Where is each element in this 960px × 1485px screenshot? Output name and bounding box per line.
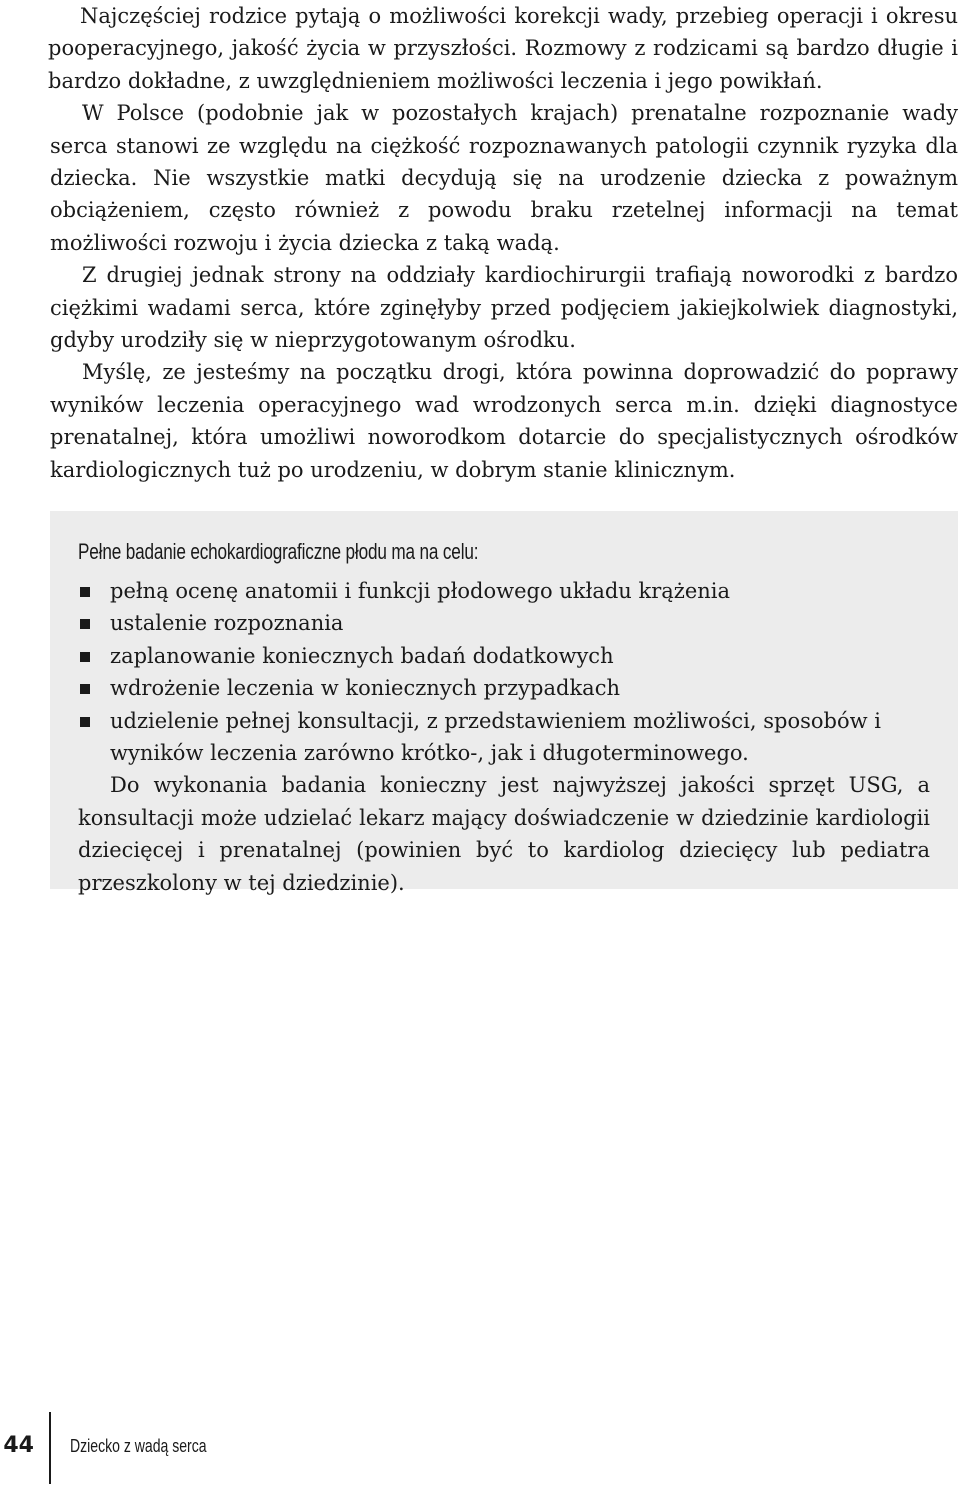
info-box xyxy=(50,511,958,895)
square-bullet-icon xyxy=(80,587,90,597)
square-bullet-icon xyxy=(80,717,90,727)
list-item-text: udzielenie pełnej konsultacji, z przedstawieniem możliwości, sposobów i wyników leczenia zarówno krótko-, jak i długoterminowego. xyxy=(110,708,881,766)
square-bullet-icon xyxy=(80,652,90,662)
list-item xyxy=(78,705,930,770)
running-footer-title: Dziecko z wadą serca xyxy=(70,1436,207,1456)
paragraph: Najczęściej rodzice pytają o możliwości korekcji wady, przebieg operacji i okresu pooperacyjnego, jakość życia w przyszłości. Rozmowy z rodzicami są bardzo długie i bardzo dokładne, z uwzględnieniem możliwości leczenia i jego powikłań. xyxy=(48,4,958,93)
paragraph: Z drugiej jednak strony na oddziały kardiochirurgii trafiają noworodki z bardzo ciężkimi wadami serca, które zginęłyby przed podjęciem jakiejkolwiek diagnostyki, gdyby urodziły się w nieprzygotowanym ośrodku. xyxy=(50,263,958,353)
square-bullet-icon xyxy=(80,619,90,629)
paragraph: W Polsce (podobnie jak w pozostałych krajach) prenatalne rozpoznanie wady serca stanowi ze względu na ciężkość rozpoznawanych patologii czynnik ryzyka dla dziecka. Nie wszystkie matki decydują się na urodzenie dziecka z poważnym obciążeniem, często również z powodu braku rzetelnej informacji na temat możliwości rozwoju i życia dziecka z taką wadą. xyxy=(50,101,958,255)
square-bullet-icon xyxy=(80,684,90,694)
list-item-text: pełną ocenę anatomii i funkcji płodowego układu krążenia xyxy=(110,579,731,603)
list-item-text: ustalenie rozpoznania xyxy=(110,611,344,636)
list-item xyxy=(78,640,930,672)
footer-divider xyxy=(49,1412,51,1484)
info-box-paragraph: Do wykonania badania konieczny jest najwyższej jakości sprzęt USG, a konsultacji może udzielać lekarz mający doświadczenie w dziedzinie kardiologii dziecięcej i prenatalnej (powinien być to kardiolog dziecięcy lub pediatra przeszkolony w tej dziedzinie). xyxy=(78,773,930,895)
info-box-title: Pełne badanie echokardiograficzne płodu ma na celu: xyxy=(78,539,479,564)
paragraph: Myślę, ze jesteśmy na początku drogi, która powinna doprowadzić do poprawy wyników leczenia operacyjnego wad wrodzonych serca m.in. dzięki diagnostyce prenatalnej, która umożliwi noworodkom dotarcie do specjalistycznych ośrodków kardiologicznych tuż po urodzeniu, w dobrym stanie klinicznym. xyxy=(50,360,958,482)
list-item xyxy=(78,575,930,607)
list-item-text: wdrożenie leczenia w koniecznych przypadkach xyxy=(110,676,620,701)
list-item xyxy=(78,607,930,639)
page-number: 44 xyxy=(3,1433,34,1458)
list-item-text: zaplanowanie koniecznych badań dodatkowych xyxy=(110,643,614,668)
body-text xyxy=(50,0,958,486)
bullet-list xyxy=(78,575,930,769)
list-item xyxy=(78,672,930,704)
